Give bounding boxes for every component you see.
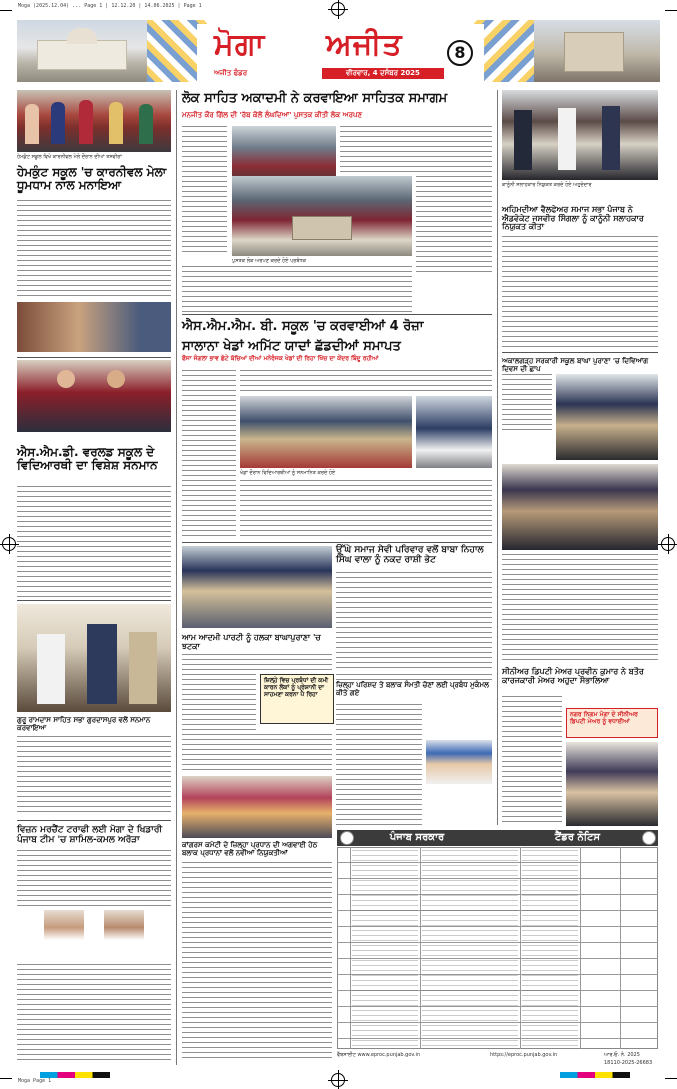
article-text [17,850,171,910]
masthead-right-photo [534,20,660,82]
article-text [17,486,171,598]
crop-mark [0,10,12,11]
article-text [240,480,492,540]
article-text [182,734,332,774]
article-text [336,674,492,680]
tender-col [420,847,421,1049]
aap-headline: ਆਮ ਆਦਮੀ ਪਾਰਟੀ ਨੂੰ ਹਲਕਾ ਬਾਘਾਪੁਰਾਣਾ 'ਚ ਝਟਕਾ [182,633,321,651]
sports-photo-2 [416,396,492,468]
school-photo [17,302,171,352]
sports-headline-line1: ਐਸ.ਐਮ.ਐਮ. ਬੀ. ਸਕੂਲ 'ਚ ਕਰਵਾਈਆਂ 4 ਰੋਜ਼ਾ [182,319,424,334]
article-text [336,704,422,828]
photo-caption: ਖੇਡਾਂ ਦੌਰਾਨ ਵਿਦਿਆਰਥੀਆਂ ਨੂੰ ਸਨਮਾਨਿਤ ਕਰਦੇ ਹੋਏ [240,470,336,476]
section-rule [502,352,658,353]
article-text [502,696,562,826]
article-text [340,126,492,174]
article-text [182,266,412,312]
section-rule [17,820,171,821]
masthead-city: ਮੋਗਾ [214,27,266,62]
section-rule [17,357,171,358]
tender-col [580,847,581,1049]
tender-right-bar: ਟੈਂਡਰ ਨੋਟਿਸ [497,830,658,846]
family-photo [182,546,332,628]
medical-headline: ਸੀਨੀਅਰ ਡਿਪਟੀ ਮੇਅਰ ਪ੍ਰਵੀਨ ਕੁਮਾਰ ਨੇ ਬਤੌਰ ਕਾਰਜਕਾਰੀ ਮੇਅਰ ਅਹੁਦਾ ਸੰਭਾਲਿਆ [502,667,644,685]
article-text [336,572,492,672]
article-text [182,370,236,540]
govt-emblem-icon [340,831,354,845]
registration-mark-icon [331,1073,345,1087]
right-group-photo [502,464,658,550]
lead-group-photo [232,176,412,256]
print-slug-bottom: Moga Page 1 [18,1078,52,1084]
quote-box [260,674,334,724]
article-text [182,862,332,1062]
page-number: 8 [447,40,473,66]
article-text [17,964,171,1064]
right-top-headline: ਅਹਿਮਦੀਆ ਵੈਲਫੇਅਰ ਸਮਾਜ ਸਭਾ ਪੰਜਾਬ ਨੇ ਐਡਵੋਕੇਟ ਜਸਵੀਰ ਸਿੰਗਲਾ ਨੂੰ ਕਾਨੂੰਨੀ ਸਲਾਹਕਾਰ ਨਿਯੁਕਤ ਕੀਤਾ [502,205,644,232]
sports-headline-line2: ਸਾਲਾਨਾ ਖੇਡਾਂ ਅਮਿੱਟ ਯਾਦਾਂ ਛੱਡਦੀਆਂ ਸਮਾਪਤ [182,339,401,354]
tender-col [350,847,351,1049]
tender-col [520,847,521,1049]
color-bar [40,1072,110,1078]
right-top-photo [502,90,658,180]
article-text [17,736,171,816]
tender-text [422,850,518,1046]
column-rule [176,90,177,1065]
right-mid-headline: ਅਕਾਲਗੜ੍ਹ ਸਰਕਾਰੀ ਸਕੂਲ ਬਾਘਾ ਪੁਰਾਣਾ 'ਚ ਦਿਵਿਆਂਗ ਦਿਵਸ ਦੀ ਛਾਪ [502,357,649,373]
family-headline: ਉੱਘੇ ਸਮਾਜ ਸੇਵੀ ਪਰਿਵਾਰ ਵਲੋਂ ਬਾਬਾ ਨਿਹਾਲ ਸਿੰਘ ਵਾਲਾ ਨੂੰ ਨਕਦ ਰਾਸ਼ੀ ਭੇਟ [336,545,484,565]
carnival-photo [17,90,171,152]
section-rule [17,600,171,601]
award-photo [17,360,171,432]
player-photo [44,910,84,960]
registration-mark-icon [2,537,16,551]
article-text [502,554,658,664]
govt-emblem-icon [642,831,656,845]
tender-text [522,850,578,1046]
article-text [17,200,171,300]
article-text [502,374,552,434]
print-slug: Moga (2025.12.04) ... Page 1 | 12.12.20 | 14.06.2025 | Page 1 [18,3,202,9]
sports-photo [240,396,412,468]
player-photo [104,910,144,960]
tender-left-bar: ਪੰਜਾਬ ਸਰਕਾਰ [337,830,497,846]
lead-subhead: ਮਨਜੀਤ ਕੌਰ ਗਿੱਲ ਦੀ 'ਰੱਬ ਕੋਲੋਂ ਲੰਘਦਿਆਂ' ਪੁਸਤਕ ਕੀਤੀ ਲੋਕ ਅਰਪਣ [182,111,363,119]
tender-footer-left: ਵੈੱਬਸਾਈਟ www.eproc.punjab.gov.in [337,1052,421,1058]
article-text [502,236,658,350]
highlight-box-text: ਨਗਰ ਨਿਗਮ ਮੋਗਾ ਦੇ ਸੀਨੀਅਰ ਡਿਪਟੀ ਮੇਅਰ ਨੂੰ ਵਧਾਈਆਂ [570,711,638,725]
felicitation-photo [17,604,171,712]
color-bar [560,1072,630,1078]
district-headline: ਜ਼ਿਲ੍ਹਾ ਪਰਿਸ਼ਦ ਤੇ ਬਲਾਕ ਸੰਮਤੀ ਚੋਣਾਂ ਲਈ ਪ੍ਰਬੰਧ ਮੁਕੰਮਲ ਕੀਤੇ ਗਏ [336,681,489,697]
photo-caption: ਪੁਸਤਕ ਲੋਕ ਅਰਪਣ ਕਰਦੇ ਹੋਏ ਪ੍ਰਬੰਧਕ [232,258,307,264]
article-text [240,370,492,394]
tender-col [620,847,621,1049]
column-rule [497,90,498,825]
highlight-box [566,708,658,738]
congress-photo [182,776,332,838]
photo-caption: ਕਾਨੂੰਨੀ ਸਲਾਹਕਾਰ ਨਿਯੁਕਤ ਕਰਦੇ ਹੋਏ ਅਹੁਦੇਦਾਰ [502,182,592,188]
portrait-photo [426,740,492,784]
masthead-date: ਵੀਰਵਾਰ, 4 ਦਸੰਬਰ 2025 [322,68,444,79]
tender-footer-mid: https://eproc.punjab.gov.in [490,1052,558,1058]
award-headline: ਗੁਰੂ ਰਾਮਦਾਸ ਸਾਹਿਤ ਸਭਾ ਗੁਰਦਾਸਪੁਰ ਵਲੋਂ ਸਨਮਾਨ ਕਰਵਾਇਆ [17,716,151,733]
masthead-left-photo [17,20,147,82]
vision-headline: ਵਿਜ਼ਨ ਮਰਚੈਂਟ ਟਰਾਫੀ ਲਈ ਮੋਗਾ ਦੇ ਖਿਡਾਰੀ ਪੰਜਾਬ ਟੀਮ 'ਚ ਸ਼ਾਮਿਲ-ਕਮਲ ਅਰੋੜਾ [17,825,163,845]
photo-caption: ਹੇਮਕੁੰਟ ਸਕੂਲ ਵਿਖੇ ਕਾਰਨੀਵਲ ਮੇਲੇ ਦੌਰਾਨ ਦੀਆਂ ਤਸਵੀਰਾਂ [17,154,122,160]
carnival-headline: ਹੇਮਕੁੰਟ ਸਕੂਲ 'ਚ ਕਾਰਨੀਵਲ ਮੇਲਾ ਧੂਮਧਾਮ ਨਾਲ ਮਨਾਇਆ [17,165,167,192]
lead-headline: ਲੋਕ ਸਾਹਿਤ ਅਕਾਦਮੀ ਨੇ ਕਰਵਾਇਆ ਸਾਹਿਤਕ ਸਮਾਗਮ [182,91,448,106]
crop-mark [665,10,677,11]
section-rule [182,314,492,315]
masthead-tagline: ਅਜੀਤ ਫੰਡਰ [214,69,248,77]
section-rule [182,542,492,543]
mayor-photo [566,742,658,826]
sports-subhead: ਫੌਜਾ ਜੰਗਲਾ ਭਾਵ ਛੋਟੇ ਬੱਚਿਆਂ ਦੀਆਂ ਮਨੋਰੰਜਕ ਖੇਡਾਂ ਦੀ ਰਿਹਾ ਖਿੱਚ ਦਾ ਕੇਂਦਰ ਬਿੰਦੂ ਰਹੀਆਂ [182,355,379,362]
congress-headline: ਕਾਂਗਰਸ ਕਮੇਟੀ ਦੇ ਜ਼ਿਲ੍ਹਾ ਪ੍ਰਧਾਨ ਦੀ ਅਗਵਾਈ ਹੇਠ ਬਲਾਕ ਪ੍ਰਧਾਨਾਂ ਵਲੋਂ ਨਵੀਆਂ ਨਿਯੁਕਤੀਆਂ [182,841,318,857]
article-text [182,674,256,732]
crop-mark [665,1078,677,1079]
crop-mark [0,1078,12,1079]
article-text [182,654,332,672]
article-text [182,126,227,256]
right-mid-photo [556,374,658,460]
masthead-paper: ਅਜੀਤ [326,27,403,62]
tender-ref-no: ਆਰ.ਓ. ਨੰ. 2025 [604,1052,640,1058]
tender-text [352,850,418,1046]
registration-mark-icon [661,537,675,551]
world-school-headline: ਐਸ.ਐਮ.ਡੀ. ਵਰਲਡ ਸਕੂਲ ਦੇ ਵਿਦਿਆਰਥੀ ਦਾ ਵਿਸ਼ੇਸ਼ ਸਨਮਾਨ [17,445,158,472]
registration-mark-icon [331,2,345,16]
article-text [416,176,492,276]
tender-ref-code: 18110-2025-26683 [604,1060,653,1066]
quote-box-text: ਜ਼ਿਲ੍ਹੇ ਵਿਚ ਪ੍ਰਬੰਧਾਂ ਦੀ ਕਮੀ ਕਾਰਨ ਲੋਕਾਂ ਨੂੰ ਪ੍ਰੇਸ਼ਾਨੀ ਦਾ ਸਾਹਮਣਾ ਕਰਨਾ ਪੈ ਰਿਹਾ [264,677,329,698]
